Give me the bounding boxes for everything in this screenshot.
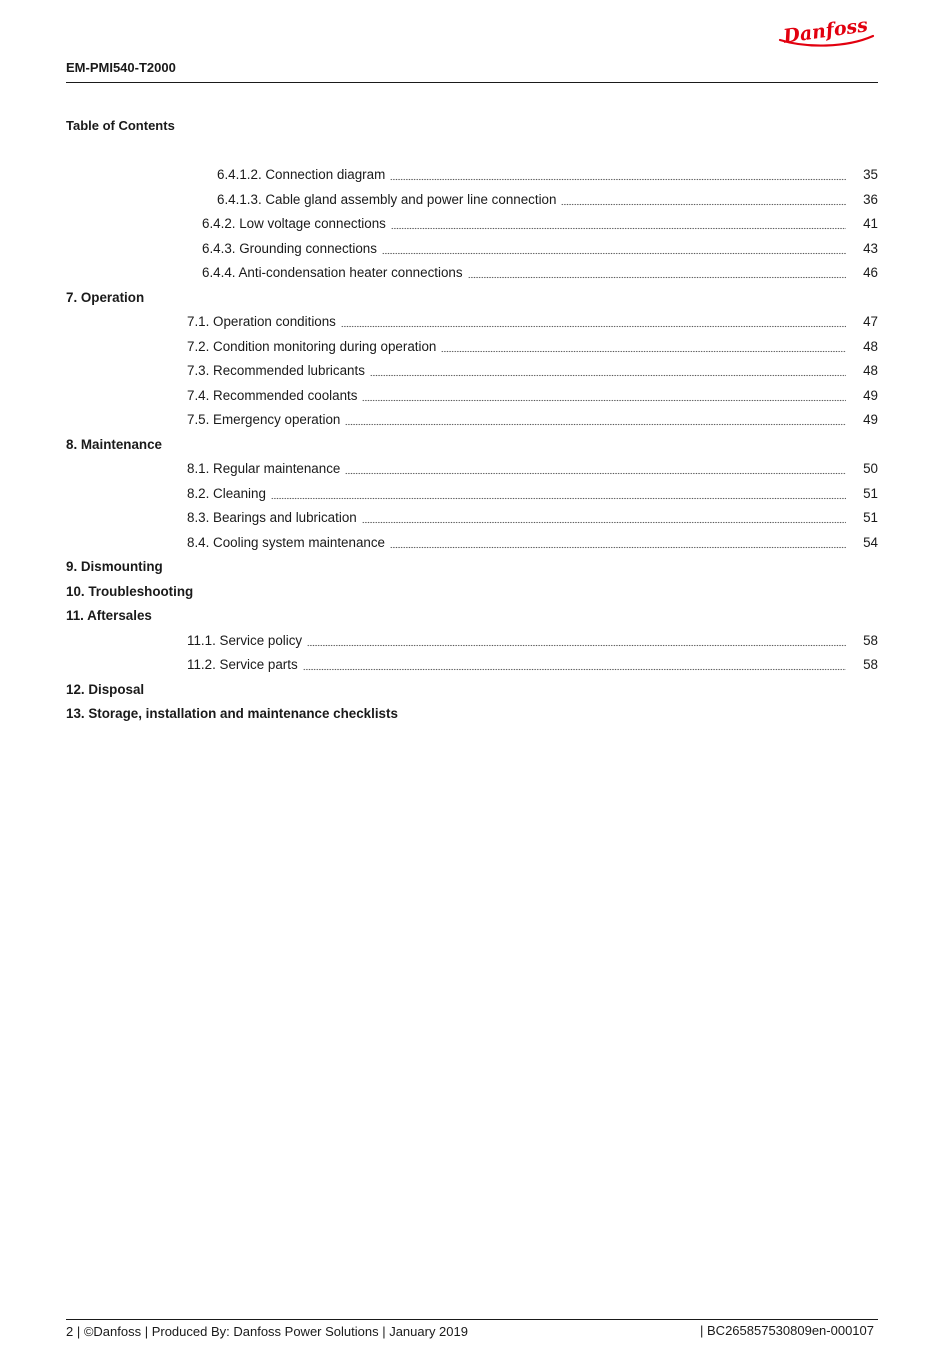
toc-entry-label: 8.4. Cooling system maintenance	[187, 534, 385, 550]
toc-entry-label: 6.4.2. Low voltage connections	[202, 216, 386, 231]
dot-leader	[382, 247, 846, 255]
toc-entry[interactable]	[66, 483, 878, 508]
dot-leader	[307, 639, 846, 647]
toc-entry[interactable]	[66, 311, 878, 336]
toc-entry-label: 6.4.3. Grounding connections	[202, 240, 377, 256]
toc-entry[interactable]	[66, 507, 878, 532]
toc-page-number: 58	[863, 657, 878, 672]
danfoss-logo	[776, 14, 876, 50]
toc-entry-label: 11.1. Service policy	[187, 632, 303, 648]
toc-entry[interactable]	[66, 238, 878, 263]
toc-entry-label: 8.3. Bearings and lubrication	[187, 510, 357, 525]
dot-leader	[271, 492, 846, 500]
toc-entry-label: 7.3. Recommended lubricants	[187, 363, 365, 378]
toc-entry[interactable]	[66, 189, 878, 214]
document-code: EM-PMI540-T2000	[66, 60, 176, 75]
toc-page-number: 58	[863, 632, 878, 648]
toc-chapter-label: 13. Storage, installation and maintenance checklists	[66, 706, 398, 721]
footer-divider	[66, 1319, 878, 1320]
toc-page-number: 54	[863, 534, 878, 550]
dot-leader	[362, 394, 846, 402]
toc-page-number: 48	[863, 338, 878, 354]
toc-chapter	[66, 679, 878, 704]
footer-doc-number: | BC265857530809en-000107	[700, 1323, 874, 1338]
toc-title: Table of Contents	[66, 118, 175, 133]
toc-chapter-label: 7. Operation	[66, 289, 145, 305]
toc-page-number: 51	[863, 510, 878, 525]
toc-entry[interactable]	[66, 532, 878, 557]
toc-entry[interactable]	[66, 385, 878, 410]
dot-leader	[345, 467, 846, 475]
toc-chapter	[66, 581, 878, 606]
toc-page-number: 47	[863, 314, 878, 329]
header-divider	[66, 82, 878, 83]
toc-page-number: 41	[863, 216, 878, 231]
toc-entry-label: 7.4. Recommended coolants	[187, 387, 358, 403]
footer-copyright: 2 | ©Danfoss | Produced By: Danfoss Power Solutions | January 2019	[66, 1324, 468, 1339]
toc-chapter	[66, 434, 878, 459]
toc-page-number: 50	[863, 461, 878, 476]
dot-leader	[303, 663, 846, 671]
toc-entry[interactable]	[66, 213, 878, 238]
toc-entry[interactable]	[66, 360, 878, 385]
toc-page-number: 51	[863, 485, 878, 501]
toc-entry-label: 6.4.1.2. Connection diagram	[217, 167, 386, 182]
toc-entry[interactable]	[66, 458, 878, 483]
toc-entry-label: 7.2. Condition monitoring during operation	[187, 338, 437, 354]
dot-leader	[362, 516, 846, 524]
toc-page-number: 49	[863, 412, 878, 427]
dot-leader	[345, 418, 846, 426]
dot-leader	[390, 541, 846, 549]
toc-entry[interactable]	[66, 409, 878, 434]
dot-leader	[561, 198, 846, 206]
toc-page-number: 35	[863, 167, 878, 182]
toc-chapter-label: 11. Aftersales	[66, 608, 152, 623]
toc-page-number: 49	[863, 387, 878, 403]
toc-entry-label: 11.2. Service parts	[187, 657, 298, 672]
toc-chapter-label: 12. Disposal	[66, 681, 145, 697]
toc-page-number: 36	[863, 191, 878, 207]
toc-chapter	[66, 605, 878, 630]
dot-leader	[441, 345, 846, 353]
toc-chapter	[66, 703, 878, 728]
toc-entry[interactable]	[66, 164, 878, 189]
dot-leader	[341, 320, 846, 328]
toc-chapter-label: 8. Maintenance	[66, 436, 162, 452]
toc-entry-label: 7.5. Emergency operation	[187, 412, 341, 427]
toc-entry[interactable]	[66, 630, 878, 655]
toc-chapter-label: 10. Troubleshooting	[66, 583, 194, 599]
toc-page-number: 43	[863, 240, 878, 256]
dot-leader	[390, 173, 846, 181]
toc-entry-label: 8.1. Regular maintenance	[187, 461, 341, 476]
toc-entry[interactable]	[66, 262, 878, 287]
toc-page-number: 48	[863, 363, 878, 378]
dot-leader	[391, 222, 846, 230]
dot-leader	[468, 271, 846, 279]
toc-entry-label: 6.4.1.3. Cable gland assembly and power line connection	[217, 191, 557, 207]
svg-text:Danfoss: Danfoss	[782, 14, 870, 48]
toc-chapter	[66, 287, 878, 312]
table-of-contents	[66, 164, 878, 728]
toc-chapter-label: 9. Dismounting	[66, 559, 163, 574]
toc-chapter	[66, 556, 878, 581]
toc-entry[interactable]	[66, 336, 878, 361]
toc-entry[interactable]	[66, 654, 878, 679]
toc-entry-label: 8.2. Cleaning	[187, 485, 266, 501]
dot-leader	[370, 369, 846, 377]
toc-entry-label: 7.1. Operation conditions	[187, 314, 336, 329]
toc-page-number: 46	[863, 265, 878, 280]
toc-entry-label: 6.4.4. Anti-condensation heater connections	[202, 265, 463, 280]
